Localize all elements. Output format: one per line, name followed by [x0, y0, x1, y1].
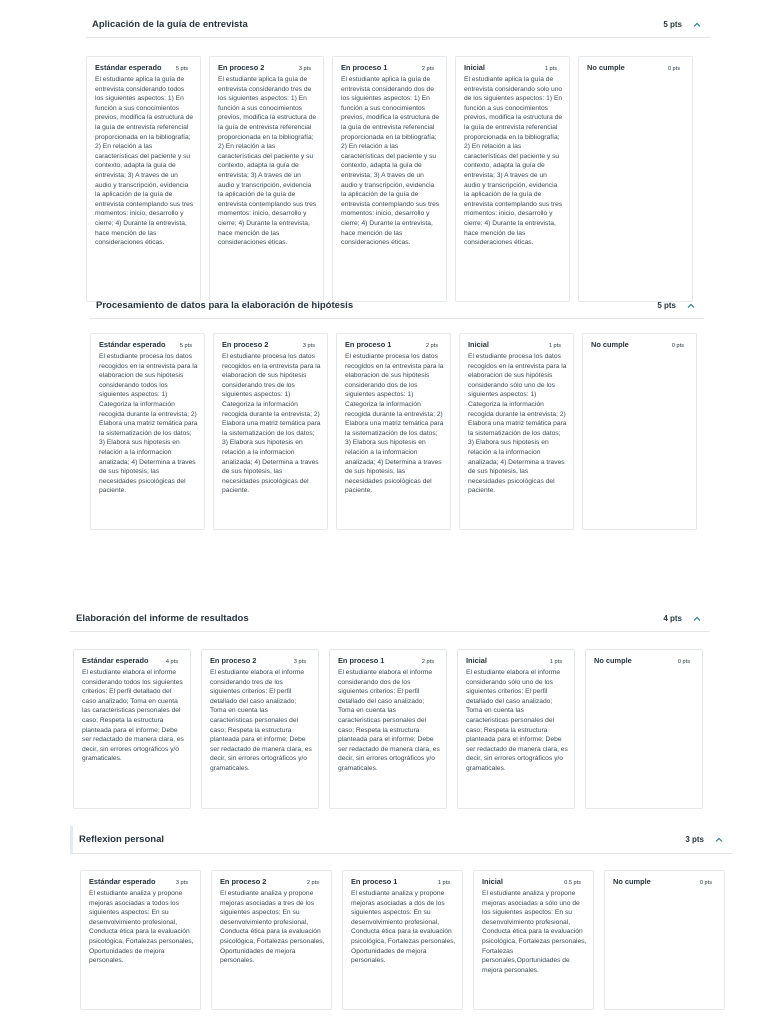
chevron-up-icon[interactable] — [686, 301, 696, 311]
criterion-points: 5 pts — [663, 20, 682, 29]
rating-points: 1 pts — [544, 66, 557, 72]
rating-card[interactable] — [604, 870, 725, 1010]
criterion-title: Elaboración del informe de resultados — [76, 613, 249, 624]
rating-card[interactable] — [582, 333, 697, 530]
rating-title: En proceso 1 — [345, 340, 392, 349]
rating-description: El estudiante elabora el informe considerando todos los siguientes criterios: El perfil detallado del caso analizado; Toma en cuenta las caracteristicas personales del caso; Respeta la estructura planteada para el informe; Debe ser redactado de manera clara, es decir, sin errores ortográficos y/o gramaticales. — [82, 669, 184, 763]
rating-points: 3 pts — [302, 343, 315, 349]
rating-title: Estándar esperado — [89, 877, 156, 886]
criterion-points: 3 pts — [685, 835, 704, 844]
chevron-up-icon[interactable] — [692, 20, 702, 30]
rating-card[interactable] — [455, 56, 570, 302]
rating-description: El estudiante procesa los datos recogidos en la entrevista para la elaboracion de sus hipótesis considerando dos de los siguientes aspectos: 1) Categoriza la información recogida durante la entrevista; 2) Elabora una matriz temática para la sistematización de los datos; 3) Elabora sus hipotesis en relación a la informacion analizada; 4) Determina a traves de sus hipotesis, las necesidades psicológicas del paciente. — [345, 353, 444, 495]
rating-description: El estudiante analiza y propone mejoras asociadas a dos de los siguientes aspectos: En su desenvolvimiento profesional, Conducta ética para la evaluación psicológica, Fortalezas personales, Oportunidades de mejora personales. — [351, 890, 456, 965]
rating-points: 3 pts — [298, 66, 311, 72]
rating-description: El estudiante analiza y propone mejoras asociadas a todos los siguientes aspectos: En su desenvolvimiento profesional, Conducta ética para la evaluación psicológica, Fortalezas personales, Oportunidades de mejora personales. — [89, 890, 194, 965]
rating-title: En proceso 1 — [341, 63, 388, 72]
rating-points: 3 pts — [293, 659, 306, 665]
rating-description: El estudiante analiza y propone mejoras asociadas a sólo uno de los siguientes aspectos: En su desenvolvimiento profesional, Conducta ética para la evaluación psicológica, Fortalezas personales, Fortalezas personales,Oportunidades de mejora personales. — [482, 890, 587, 974]
rating-card[interactable] — [80, 870, 201, 1010]
criterion-section — [90, 293, 704, 495]
rating-title: En proceso 2 — [218, 63, 265, 72]
rating-description: El estudiante analiza y propone mejoras asociadas a tres de los siguientes aspectos: En su desenvolvimiento profesional, Conducta ética para la evaluación psicológica, Fortalezas personales, Oportunidades de mejora personales. — [220, 890, 325, 965]
rating-title: Estándar esperado — [99, 340, 166, 349]
rating-title: En proceso 2 — [222, 340, 269, 349]
rating-description: El estudiante aplica la guía de entrevista considerando dos de los siguientes aspectos: 1) En función a sus conocimientos previos, modifica la estructura de la guía de entrevista referencial proporcionada en la bibliografía; 2) En relación a las características del paciente y su contexto, adapta la guía de entrevista; 3) A traves de un audio y transcripción, evidencia la aplicación de la guía de entrevista contemplando sus tres momentos: inicio, desarrollo y cierre; 4) Durante la entrevista, hace mención de las consideraciones éticas. — [341, 76, 440, 247]
rating-card[interactable] — [336, 333, 451, 530]
rating-card[interactable] — [332, 56, 447, 302]
rating-description: El estudiante procesa los datos recogidos en la entrevista para la elaboracion de sus hipótesis considerando todos los siguientes aspectos: 1) Categoriza la información recogida durante la entrevista; 2) Elabora una matriz temática para la sistematización de los datos; 3) Elabora sus hipotesis en relación a la informacion analizada; 4) Determina a traves de sus hipotesis, las necesidades psicológicas del paciente. — [99, 353, 198, 495]
rating-card[interactable] — [73, 649, 191, 809]
chevron-up-icon[interactable] — [692, 614, 702, 624]
rating-title: Estándar esperado — [82, 656, 149, 665]
chevron-up-icon[interactable] — [714, 835, 724, 845]
rating-description: El estudiante elabora el informe considerando dos de los siguientes criterios: El perfil detallado del caso analizado; Toma en cuenta las caracteristicas personales del caso; Respeta la estructura planteada para el informe; Debe ser redactado de manera clara, es decir, sin errores ortográficos y/o gramaticales. — [338, 669, 440, 772]
criterion-points: 5 pts — [657, 301, 676, 310]
rating-description: El estudiante aplica la guía de entrevista considerando tres de los siguientes aspectos: 1) En función a sus conocimientos previos, modifica la estructura de la guía de entrevista referencial proporcionada en la bibliografía; 2) En relación a las características del paciente y su contexto, adapta la guía de entrevista; 3) A traves de un audio y transcripción, evidencia la aplicación de la guía de entrevista contemplando sus tres momentos: inicio, desarrollo y cierre; 4) Durante la entrevista, hace mención de las consideraciones éticas. — [218, 76, 317, 247]
criterion-title: Aplicación de la guía de entrevista — [92, 19, 248, 30]
rating-description: El estudiante procesa los datos recogidos en la entrevista para la elaboracion de sus hipótesis considerando tres de los siguientes aspectos: 1) Categoriza la información recogida durante la entrevista; 2) Elabora una matriz temática para la sistematización de los datos; 3) Elabora sus hipotesis en relación a la informacion analizada; 4) Determina a traves de sus hipotesis, las necesidades psicológicas del paciente. — [222, 353, 321, 495]
criterion-title: Procesamiento de datos para la elaboración de hipótesis — [96, 300, 354, 311]
criterion-header[interactable] — [90, 293, 704, 319]
ratings-row — [86, 56, 693, 302]
ratings-row — [90, 333, 697, 530]
rating-card[interactable] — [86, 56, 201, 302]
rating-title: En proceso 1 — [351, 877, 398, 886]
rating-card[interactable] — [473, 870, 594, 1010]
rating-description: El estudiante aplica la guía de entrevista considerando todos los siguientes aspectos: 1) En función a sus conocimientos previos, modifica la estructura de la guía de entrevista referencial proporcionada en la bibliografía; 2) En relación a las características del paciente y su contexto, adapta la guía de entrevista; 3) A traves de un audio y transcripción, evidencia la aplicación de la guía de entrevista contemplando sus tres momentos: inicio, desarrollo y cierre; 4) Durante la entrevista, hace mención de las consideraciones éticas. — [95, 76, 194, 247]
rating-points: 4 pts — [165, 659, 178, 665]
rating-title: En proceso 1 — [338, 656, 385, 665]
rating-title: Inicial — [482, 877, 503, 886]
rating-points: 1 pts — [437, 880, 450, 886]
rating-title: No cumple — [594, 656, 632, 665]
rating-title: Inicial — [468, 340, 489, 349]
rating-points: 5 pts — [175, 66, 188, 72]
rating-card[interactable] — [329, 649, 447, 809]
rating-card[interactable] — [459, 333, 574, 530]
rating-card[interactable] — [213, 333, 328, 530]
rating-title: En proceso 2 — [210, 656, 257, 665]
rating-card[interactable] — [211, 870, 332, 1010]
rating-points: 0 pts — [699, 880, 712, 886]
rating-card[interactable] — [457, 649, 575, 809]
criterion-section — [70, 606, 710, 772]
rating-title: No cumple — [591, 340, 629, 349]
criterion-points: 4 pts — [663, 614, 682, 623]
rating-card[interactable] — [342, 870, 463, 1010]
rating-points: 0.5 pts — [564, 880, 581, 886]
rating-card[interactable] — [209, 56, 324, 302]
rating-title: Inicial — [464, 63, 485, 72]
rating-card[interactable] — [201, 649, 319, 809]
rating-points: 1 pts — [548, 343, 561, 349]
rating-title: No cumple — [613, 877, 651, 886]
rating-points: 3 pts — [175, 880, 188, 886]
rating-description: El estudiante procesa los datos recogidos en la entrevista para la elaboracion de sus hipótesis considerando sólo uno de los siguientes aspectos: 1) Categoriza la información recogida durante la entrevista; 2) Elabora una matriz temática para la sistematización de los datos; 3) Elabora sus hipotesis en relación a la informacion analizada; 4) Determina a traves de sus hipotesis, las necesidades psicológicas del paciente. — [468, 353, 567, 495]
criterion-section — [86, 12, 710, 247]
rating-points: 5 pts — [179, 343, 192, 349]
criterion-header[interactable] — [70, 606, 710, 632]
rating-description: El estudiante elabora el informe considerando sólo uno de los siguientes criterios: El perfil detallado del caso analizado; Toma en cuenta las caracteristicas personales del caso; Respeta la estructura planteada para el informe; Debe ser redactado de manera clara, es decir, sin errores ortográficos y/o gramaticales. — [466, 669, 568, 772]
ratings-row — [80, 870, 725, 1010]
rating-title: Inicial — [466, 656, 487, 665]
rating-card[interactable] — [585, 649, 703, 809]
rating-points: 2 pts — [425, 343, 438, 349]
criterion-header[interactable] — [73, 826, 732, 854]
rating-points: 0 pts — [671, 343, 684, 349]
rating-title: Estándar esperado — [95, 63, 162, 72]
rating-points: 2 pts — [421, 659, 434, 665]
rating-card[interactable] — [90, 333, 205, 530]
rating-card[interactable] — [578, 56, 693, 302]
rating-description: El estudiante elabora el informe considerando tres de los siguientes criterios: El perfil detallado del caso analizado; Toma en cuenta las caracteristicas personales del caso; Respeta la estructura planteada para el informe; Debe ser redactado de manera clara, es decir, sin errores ortográficos y/o gramaticales. — [210, 669, 312, 772]
rating-points: 0 pts — [677, 659, 690, 665]
rating-points: 2 pts — [421, 66, 434, 72]
ratings-row — [73, 649, 703, 809]
criterion-header[interactable] — [86, 12, 710, 38]
rating-title: En proceso 2 — [220, 877, 267, 886]
rating-points: 2 pts — [306, 880, 319, 886]
criterion-section — [70, 826, 732, 974]
rating-points: 1 pts — [549, 659, 562, 665]
rating-points: 0 pts — [667, 66, 680, 72]
criterion-title: Reflexion personal — [79, 834, 164, 845]
rating-description: El estudiante aplica la guía de entrevista considerando solo uno de los siguientes aspectos: 1) En función a sus conocimientos previos, modifica la estructura de la guía de entrevista referencial proporcionada en la bibliografía; 2) En relación a las características del paciente y su contexto, adapta la guía de entrevista; 3) A traves de un audio y transcripción, evidencia la aplicación de la guía de entrevista contemplando sus tres momentos: inicio, desarrollo y cierre; 4) Durante la entrevista, hace mención de las consideraciones éticas. — [464, 76, 563, 247]
rating-title: No cumple — [587, 63, 625, 72]
